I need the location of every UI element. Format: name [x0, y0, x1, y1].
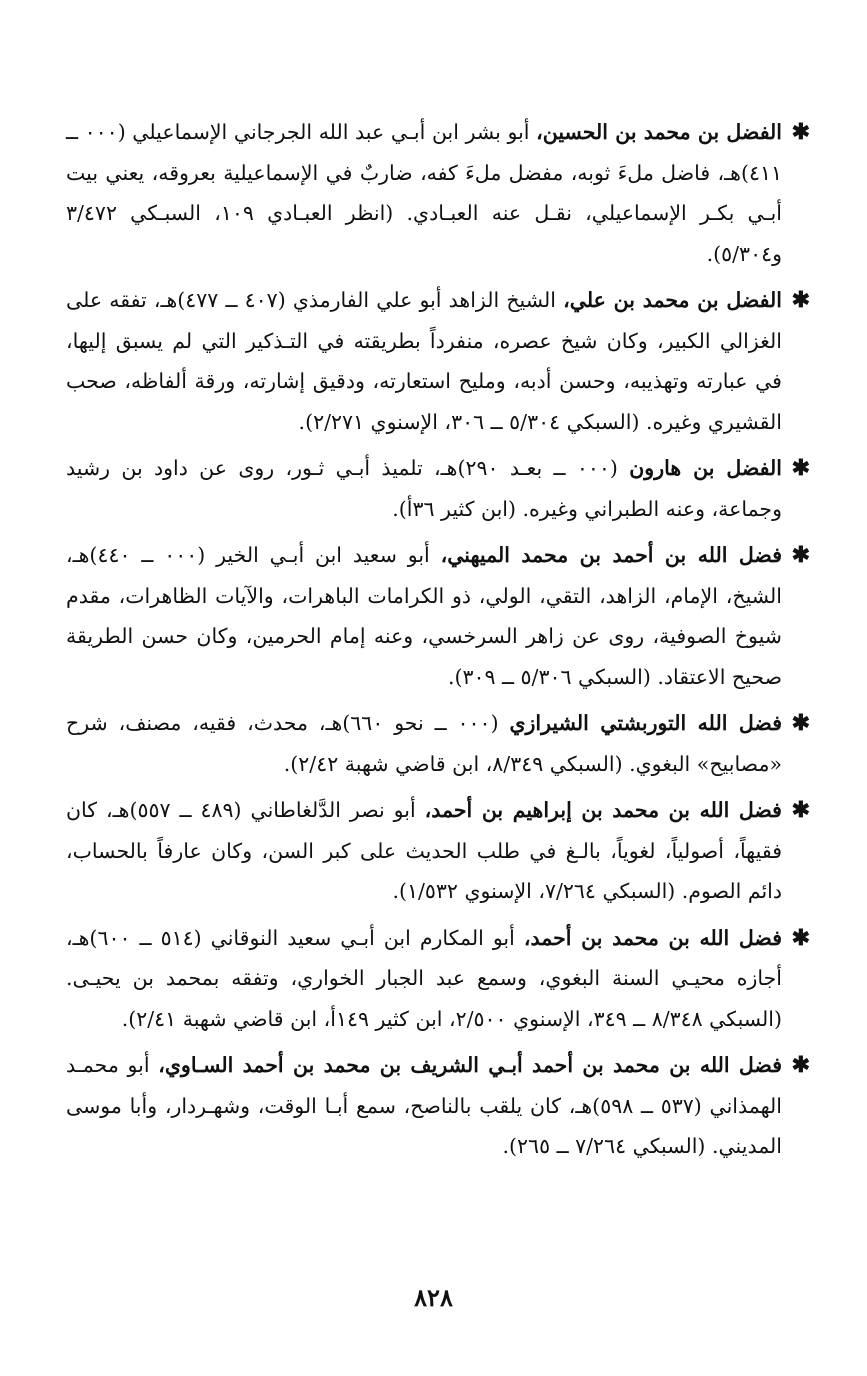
entry-name: الفضل بن محمد بن الحسين، — [536, 120, 782, 144]
entry-body: أبو سعيد ابن أبـي الخير (٠٠٠ ــ ٤٤٠)هـ، الشيخ، الإمام، الزاهد، التقي، الولي، ذو الكرامات الباهرات، والآيات الظاهرات، مقدم شيوخ الصوفية، روى عن زاهر السرخسي، وعنه إمام الحرمين، وكان حسن الطريقة صحيح الاعتقاد. (السبكي ٥/٣٠٦ ــ ٣٠٩). — [66, 543, 782, 689]
asterisk-bullet-icon: ✱ — [791, 710, 810, 736]
page-number: ٨٢٨ — [414, 1283, 453, 1312]
entry-body: (٠٠٠ ــ نحو ٦٦٠)هـ، محدث، فقيه، مصنف، شرح «مصابيح» البغوي. (السبكي ٨/٣٤٩، ابن قاضي شهبة ٢/٤٢). — [66, 711, 782, 776]
entry-body: أبو محمـد الهمذاني (٥٣٧ ــ ٥٩٨)هـ، كان يلقب بالناصح، سمع أبـا الوقت، وشهـردار، وأبا موسى المديني. (السبكي ٧/٢٦٤ ــ ٢٦٥). — [66, 1053, 782, 1158]
entry-name: فضل الله بن محمد بن أحمد أبـي الشريف بن محمد بن أحمد السـاوي، — [158, 1053, 782, 1077]
asterisk-bullet-icon: ✱ — [791, 924, 810, 951]
asterisk-bullet-icon: ✱ — [791, 455, 810, 481]
entry-body: (٠٠٠ ــ بعـد ٢٩٠)هـ، تلميذ أبـي ثـور، روى عن داود بن رشيد وجماعة، وعنه الطبراني وغيره. (ابن كثير ٣٦أ). — [66, 456, 782, 521]
entry-7 — [66, 918, 810, 1040]
entry-name: فضل الله التوربشتي الشيرازي — [509, 711, 782, 735]
asterisk-bullet-icon: ✱ — [791, 1052, 810, 1078]
entry-name: فضل الله بن محمد بن إبراهيم بن أحمد، — [424, 798, 782, 822]
entry-body: أبو نصر الدَّلغاطاني (٤٨٩ ــ ٥٥٧)هـ، كان فقيهاً، أصولياً، لغوياً، بالـغ في طلب الحديث على كبر السن، وكان عارفاً بالحساب، دائم الصوم. (السبكي ٧/٢٦٤، الإسنوي ١/٥٣٢). — [66, 798, 782, 903]
entry-body: أبو بشر ابن أبـي عبد الله الجرجاني الإسماعيلي (٠٠٠ ــ ٤١١)هـ، فاضل ملءَ ثوبه، مفضل ملءَ كفه، ضاربٌ في الإسماعيلية بعروقه، يعني بيت أبـي بكـر الإسماعيلي، نقـل عنه العبـادي. (انظر العبـادي ١٠٩، السبـكي ٣/٤٧٢ و٥/٣٠٤). — [66, 120, 782, 266]
asterisk-bullet-icon: ✱ — [791, 542, 810, 568]
entry-body: الشيخ الزاهد أبو علي الفارمذي (٤٠٧ ــ ٤٧٧)هـ، تفقه على الغزالي الكبير، وكان شيخ عصره، منفرداً بطريقته في التـذكير التي لم يسبق إليها، في عبارته وتهذيبه، وحسن أدبه، ومليح استعارته، ودقيق إشارته، ورقة ألفاظه، صحب القشيري وغيره. (السبكي ٥/٣٠٤ ــ ٣٠٦، الإسنوي ٢/٢٧١). — [66, 288, 782, 434]
entry-body: أبو المكارم ابن أبـي سعيد النوقاني (٥١٤ ــ ٦٠٠)هـ، أجازه محيـي السنة البغوي، وسمع عبد الجبار الخواري، وتفقه بمحمد بن يحيـى. (السبكي ٨/٣٤٨ ــ ٣٤٩، الإسنوي ٢/٥٠٠، ابن كثير ١٤٩أ، ابن قاضي شهبة ٢/٤١). — [66, 925, 782, 1031]
asterisk-bullet-icon: ✱ — [791, 287, 810, 313]
entry-2 — [66, 280, 810, 442]
entry-8 — [66, 1045, 810, 1167]
entry-name: فضل الله بن أحمد بن محمد الميهني، — [440, 543, 783, 567]
page-content — [66, 112, 810, 1173]
entry-name: فضل الله بن محمد بن أحمد، — [523, 925, 782, 950]
asterisk-bullet-icon: ✱ — [791, 119, 810, 145]
entry-4 — [66, 535, 810, 697]
entry-5 — [66, 703, 810, 784]
asterisk-bullet-icon: ✱ — [791, 797, 810, 823]
entry-name: الفضل بن محمد بن علي، — [563, 288, 782, 312]
entry-6 — [66, 790, 810, 912]
entry-1 — [66, 112, 810, 274]
entry-3 — [66, 448, 810, 529]
entry-name: الفضل بن هارون — [629, 456, 782, 480]
